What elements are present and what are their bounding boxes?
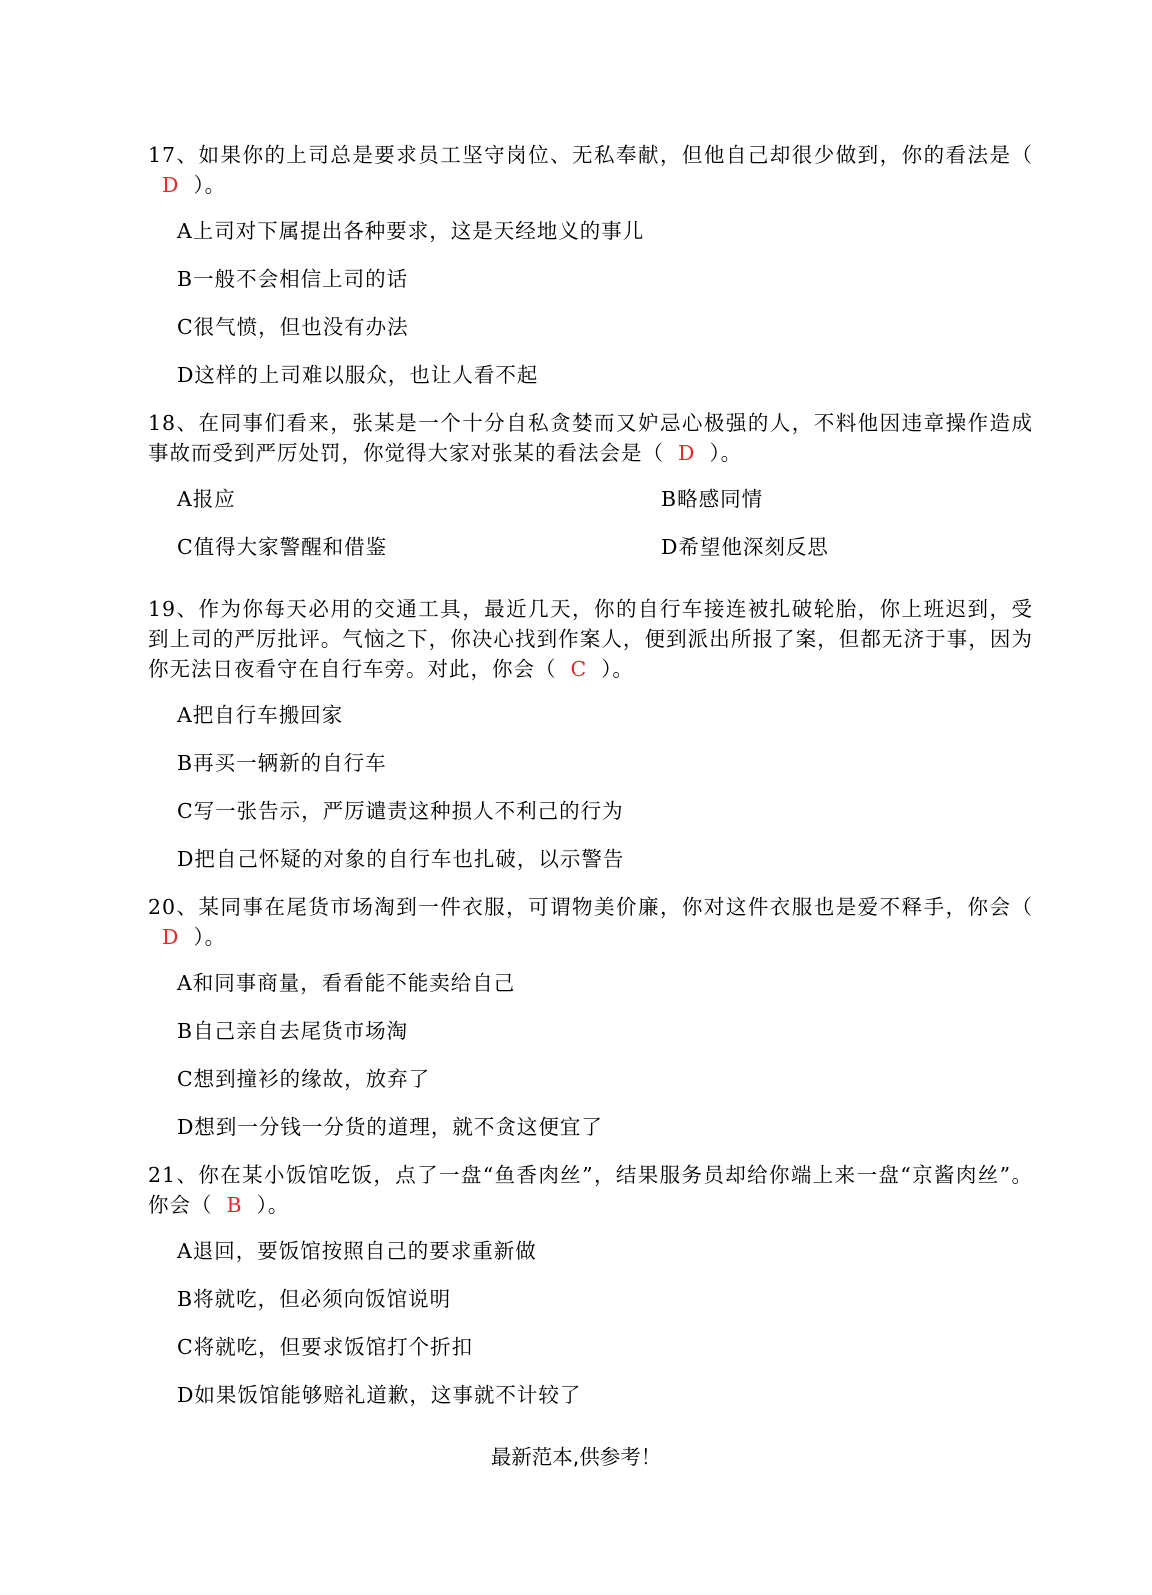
option-c: C很气愤，但也没有办法 [177,315,409,339]
option-b: B略感同情 [661,487,764,511]
answer-mark: B [226,1193,243,1217]
question-text: 17、如果你的上司总是要求员工坚守岗位、无私奉献，但他自己却很少做到，你的看法是（ [148,143,1033,167]
question-stem [148,140,1033,200]
option-c: C写一张告示，严厉谴责这种损人不利己的行为 [177,799,624,823]
question-text-end: ）。 [601,657,634,681]
option-d: D希望他深刻反思 [661,535,829,559]
option-a: A和同事商量，看看能不能卖给自己 [177,971,516,995]
document-page [148,140,1033,1428]
question-text-end: ）。 [709,441,743,465]
option-list [177,1236,1033,1410]
question-block [148,140,1033,390]
option-list [177,700,1033,874]
option-c: C想到撞衫的缘故，放弃了 [177,1067,431,1091]
question-text-end: ）。 [256,1193,290,1217]
question-stem [148,594,1033,684]
question-block [148,1160,1033,1410]
question-block [148,892,1033,1142]
option-list [177,968,1033,1142]
question-block [148,408,1033,580]
option-c: C将就吃，但要求饭馆打个折扣 [177,1335,474,1359]
option-list [177,216,1033,390]
answer-mark: D [162,173,180,197]
option-d: D把自己怀疑的对象的自行车也扎破，以示警告 [177,847,625,871]
option-b: B将就吃，但必须向饭馆说明 [177,1287,452,1311]
option-a: A上司对下属提出各种要求，这是天经地义的事儿 [177,219,645,243]
question-stem [148,892,1033,952]
answer-mark: D [162,925,180,949]
option-a: A退回，要饭馆按照自己的要求重新做 [177,1239,537,1263]
question-text: 19、作为你每天必用的交通工具，最近几天，你的自行车接连被扎破轮胎，你上班迟到，受到上司的严厉批评。气恼之下，你决心找到作案人，便到派出所报了案，但都无济于事，因为你无法日夜看守在自行车旁。对此，你会（ [148,597,1033,681]
option-a: A把自行车搬回家 [177,703,344,727]
option-c: C值得大家警醒和借鉴 [177,535,388,559]
option-d: D这样的上司难以服众，也让人看不起 [177,363,539,387]
answer-mark: C [570,657,588,681]
option-d: D如果饭馆能够赔礼道歉，这事就不计较了 [177,1383,582,1407]
option-b: B再买一辆新的自行车 [177,751,387,775]
question-text: 20、某同事在尾货市场淘到一件衣服，可谓物美价廉，你对这件衣服也是爱不释手，你会（ [148,895,1033,919]
question-text: 21、你在某小饭馆吃饭，点了一盘“鱼香肉丝”，结果服务员却给你端上来一盘“京酱肉丝”。你会（ [148,1163,1033,1217]
page-footer: 最新范本,供参考！ [490,1445,662,1469]
question-block [148,594,1033,874]
option-b: B自己亲自去尾货市场淘 [177,1019,409,1043]
option-d: D想到一分钱一分货的道理，就不贪这便宜了 [177,1115,603,1139]
answer-mark: D [678,441,696,465]
option-a: A报应 [177,487,236,511]
question-stem [148,408,1033,468]
question-text-end: ）。 [193,925,227,949]
option-b: B一般不会相信上司的话 [177,267,409,291]
question-text: 18、在同事们看来，张某是一个十分自私贪婪而又妒忌心极强的人，不料他因违章操作造成事故而受到严厉处罚，你觉得大家对张某的看法会是（ [148,411,1033,465]
option-list [177,484,1033,580]
question-text-end: ）。 [193,173,227,197]
question-stem [148,1160,1033,1220]
